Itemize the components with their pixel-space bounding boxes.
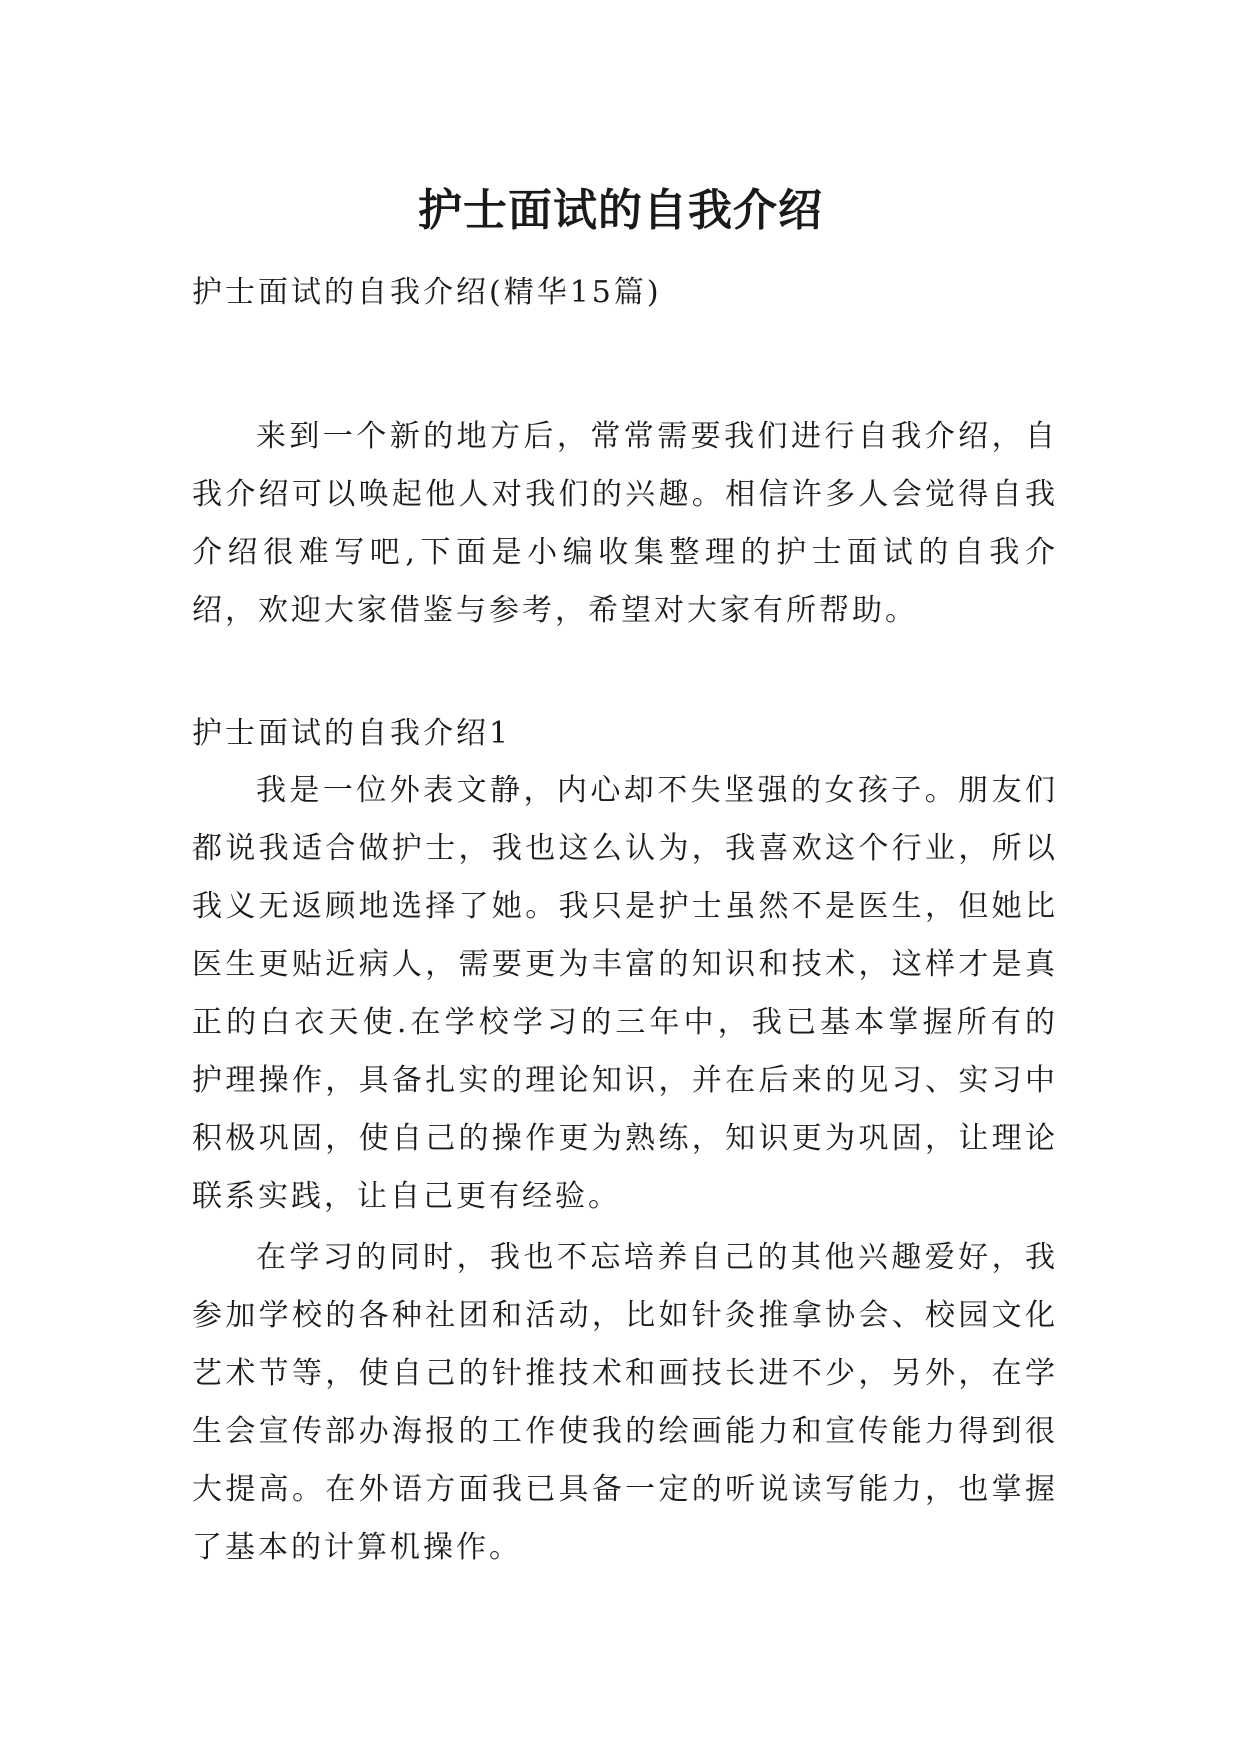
document-subtitle: 护士面试的自我介绍(精华15篇)	[192, 275, 662, 310]
body-paragraph-1: 我是一位外表文静，内心却不失坚强的女孩子。朋友们都说我适合做护士，我也这么认为，我喜欢这个行业，所以我义无返顾地选择了她。我只是护士虽然不是医生，但她比医生更贴近病人，需要更为丰富的知识和技术，这样才是真正的白衣天使.在学校学习的三年中，我已基本掌握所有的护理操作，具备扎实的理论知识，并在后来的见习、实习中积极巩固，使自己的操作更为熟练，知识更为巩固，让理论联系实践，让自己更有经验。	[192, 773, 1058, 1214]
document-title: 护士面试的自我介绍	[418, 185, 823, 237]
intro-paragraph: 来到一个新的地方后，常常需要我们进行自我介绍，自我介绍可以唤起他人对我们的兴趣。相信许多人会觉得自我介绍很难写吧,下面是小编收集整理的护士面试的自我介绍，欢迎大家借鉴与参考，希望对大家有所帮助。	[192, 419, 1058, 628]
section-heading: 护士面试的自我介绍1	[192, 716, 512, 751]
body-paragraph-2: 在学习的同时，我也不忘培养自己的其他兴趣爱好，我参加学校的各种社团和活动，比如针灸推拿协会、校园文化艺术节等，使自己的针推技术和画技长进不少，另外，在学生会宣传部办海报的工作使我的绘画能力和宣传能力得到很大提高。在外语方面我已具备一定的听说读写能力，也掌握了基本的计算机操作。	[192, 1240, 1058, 1565]
